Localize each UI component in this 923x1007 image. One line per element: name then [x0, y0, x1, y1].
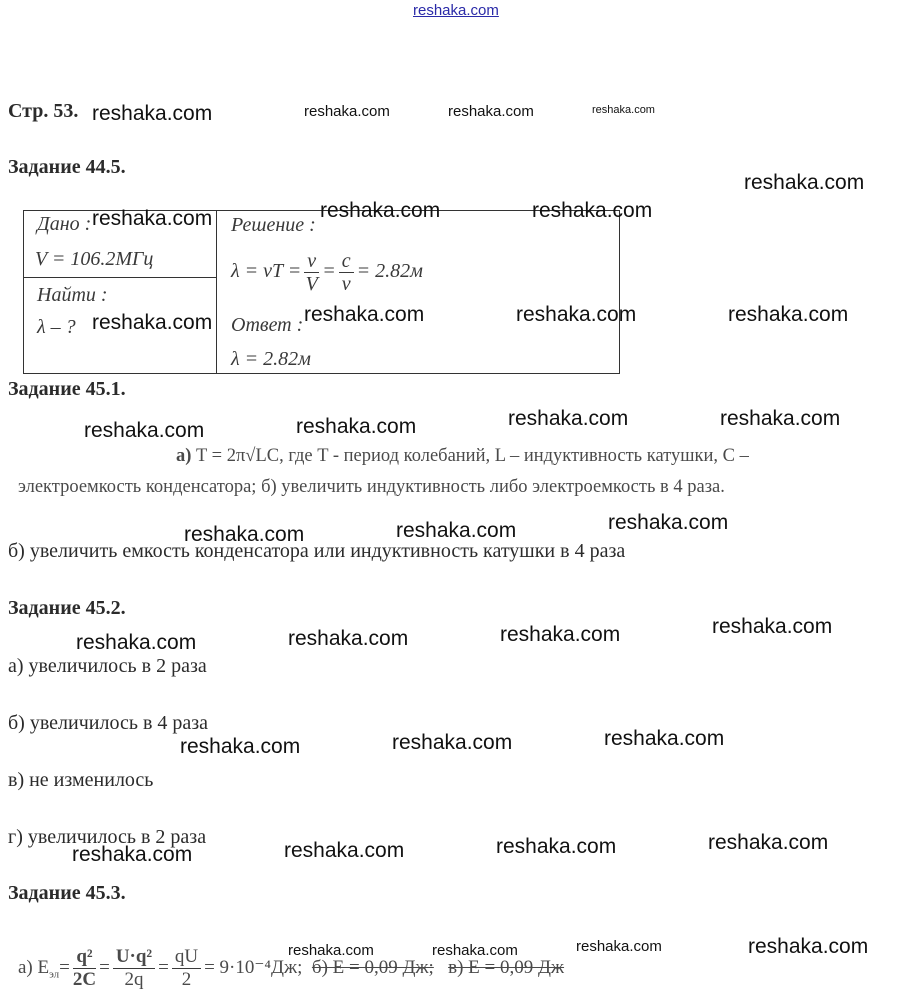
watermark: reshaka.com — [608, 511, 729, 534]
energy-subscript: эл — [49, 968, 60, 981]
task-45-1-line-a — [176, 446, 749, 467]
task-44-5-title: Задание 44.5. — [8, 156, 126, 178]
watermark: reshaka.com — [592, 104, 655, 116]
watermark-top-link[interactable]: reshaka.com — [413, 2, 499, 19]
watermark: reshaka.com — [712, 615, 833, 638]
fraction-v-over-V: $\frac{v}{V}$ — [305, 250, 318, 295]
solution-label: Решение : — [231, 214, 316, 236]
solution-formula: λ = vT = $\frac{v}{V}$ = $\frac{c}{v}$ = 2.82м — [231, 250, 423, 295]
watermark: reshaka.com — [392, 731, 513, 754]
watermark: reshaka.com — [576, 938, 662, 955]
fraction-q2-over-2c: $\frac{\text{q²}}{2C}$ — [72, 946, 97, 990]
answer-a-result: = 9·10⁻⁴Дж; — [204, 956, 303, 978]
watermark: reshaka.com — [728, 303, 849, 326]
watermark: reshaka.com — [748, 935, 869, 958]
watermark: reshaka.com — [72, 843, 193, 866]
answer-value: λ = 2.82м — [231, 348, 311, 370]
watermark: reshaka.com — [500, 623, 621, 646]
energy-symbol: а) E — [18, 956, 50, 978]
watermark: reshaka.com — [76, 631, 197, 654]
watermark: reshaka.com — [396, 519, 517, 542]
task-45-2-title: Задание 45.2. — [8, 597, 126, 619]
watermark: reshaka.com — [432, 942, 518, 959]
watermark: reshaka.com — [720, 407, 841, 430]
find-value: λ – ? — [37, 316, 76, 338]
watermark: reshaka.com — [288, 627, 409, 650]
watermark: reshaka.com — [532, 199, 653, 222]
watermark: reshaka.com — [92, 311, 213, 334]
watermark: reshaka.com — [180, 735, 301, 758]
given-label: Дано : — [37, 213, 92, 235]
task-45-2-item-a: а) увеличилось в 2 раза — [8, 655, 207, 677]
task-45-2-item-d: г) увеличилось в 2 раза — [8, 826, 207, 848]
answer-c: в) E = 0,09 Дж — [448, 956, 565, 978]
watermark: reshaka.com — [708, 831, 829, 854]
fraction-uq2-over-2q: $\frac{\text{U·q²}}{2q}$ — [113, 946, 155, 991]
answer-b: б) E = 0,09 Дж; — [311, 956, 434, 978]
watermark: reshaka.com — [320, 199, 441, 222]
task-45-2-item-c: в) не изменилось — [8, 769, 154, 791]
watermark: reshaka.com — [288, 942, 374, 959]
find-label: Найти : — [37, 284, 108, 306]
task-45-1-line-b: б) увеличить емкость конденсатора или индуктивность катушки в 4 раза — [8, 540, 626, 562]
task-45-1-title: Задание 45.1. — [8, 378, 126, 400]
formula-lhs: λ = vT = — [231, 260, 302, 283]
period-formula: T = 2π√LC — [196, 446, 280, 466]
watermark: reshaka.com — [296, 415, 417, 438]
task-45-2-item-b: б) увеличилось в 4 раза — [8, 712, 209, 734]
line-a-prefix: а) — [176, 446, 192, 466]
watermark: reshaka.com — [184, 523, 305, 546]
watermark: reshaka.com — [304, 103, 390, 120]
watermark: reshaka.com — [92, 102, 213, 125]
watermark: reshaka.com — [744, 171, 865, 194]
watermark: reshaka.com — [84, 419, 205, 442]
watermark: reshaka.com — [448, 103, 534, 120]
formula-result: = 2.82м — [356, 260, 423, 283]
fraction-qu-over-2: $\frac{qU}{2}$ — [172, 946, 201, 991]
page-label: Стр. 53. — [8, 100, 79, 122]
watermark: reshaka.com — [496, 835, 617, 858]
line-a-rest: , где T - период колебаний, L – индуктивность катушки, C – — [279, 446, 749, 466]
watermark: reshaka.com — [304, 303, 425, 326]
watermark: reshaka.com — [284, 839, 405, 862]
table-divider-horizontal — [23, 277, 217, 278]
task-45-1-line-a-cont: электроемкость конденсатора; б) увеличить индуктивность либо электроемкость в 4 раза. — [18, 477, 725, 497]
task-45-3-title: Задание 45.3. — [8, 882, 126, 904]
fraction-c-over-v: $\frac{c}{v}$ — [339, 250, 354, 295]
given-value: V = 106.2МГц — [35, 248, 154, 270]
watermark: reshaka.com — [92, 207, 213, 230]
task-45-3-formula-line: а) $E_{эл}=$ $\frac{\text{q²}}{2C}$ = $\frac{\text{U·q²}}{2q}$ = $\frac{qU}{2}$ = 9·10⁻⁴Дж; б) E = 0,09 Дж; в) E = 0,09 Дж — [18, 946, 565, 990]
watermark: reshaka.com — [516, 303, 637, 326]
table-divider-vertical — [216, 210, 217, 374]
watermark: reshaka.com — [508, 407, 629, 430]
watermark: reshaka.com — [604, 727, 725, 750]
answer-label: Ответ : — [231, 314, 304, 336]
